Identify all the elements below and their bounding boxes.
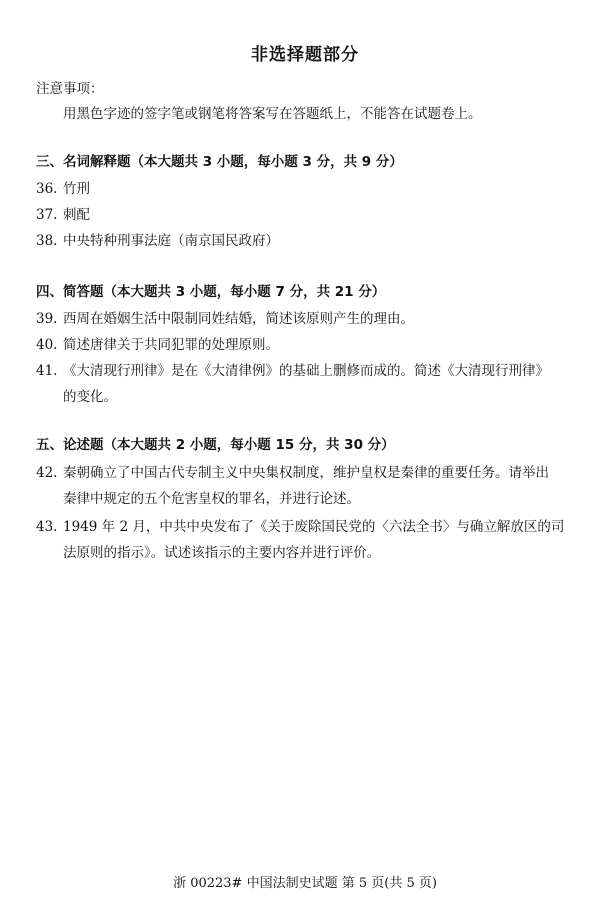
notice-label: 注意事项： xyxy=(36,81,104,97)
question-text: 竹刑 xyxy=(63,181,90,197)
question-43 xyxy=(36,518,564,536)
page-footer: 浙 00223# 中国法制史试题 第 5 页(共 5 页) xyxy=(173,876,437,891)
question-number: 36. xyxy=(36,181,58,197)
question-text: 刺配 xyxy=(63,207,90,223)
question-38 xyxy=(36,232,279,250)
question-text: 西周在婚姻生活中限制同姓结婚，简述该原则产生的理由。 xyxy=(63,311,414,327)
notice-text: 用黑色字迹的签字笔或钢笔将答案写在答题纸上，不能答在试题卷上。 xyxy=(63,106,482,122)
section-3-heading: 三、名词解释题（本大题共 3 小题，每小题 3 分，共 9 分） xyxy=(36,154,403,170)
page-title: 非选择题部分 xyxy=(251,45,359,65)
section-4-heading: 四、简答题（本大题共 3 小题，每小题 7 分，共 21 分） xyxy=(36,284,386,300)
section-5-heading: 五、论述题（本大题共 2 小题，每小题 15 分，共 30 分） xyxy=(36,437,395,453)
question-number: 41. xyxy=(36,363,58,379)
question-42 xyxy=(36,464,549,482)
question-36 xyxy=(36,180,90,198)
question-text: 1949 年 2 月，中共中央发布了《关于废除国民党的〈六法全书〉与确立解放区的司 xyxy=(63,519,565,535)
question-37 xyxy=(36,206,90,224)
question-number: 37. xyxy=(36,207,58,223)
question-text: 秦朝确立了中国古代专制主义中央集权制度，维护皇权是秦律的重要任务。请举出 xyxy=(63,465,549,481)
question-text: 《大清现行刑律》是在《大清律例》的基础上删修而成的。简述《大清现行刑律》 xyxy=(63,363,549,379)
question-41-continuation: 的变化。 xyxy=(63,389,117,405)
question-number: 39. xyxy=(36,311,58,327)
question-text: 中央特种刑事法庭（南京国民政府） xyxy=(63,233,279,249)
question-43-continuation: 法原则的指示》。试述该指示的主要内容并进行评价。 xyxy=(63,545,381,561)
question-41 xyxy=(36,362,549,380)
question-40 xyxy=(36,336,279,354)
question-39 xyxy=(36,310,414,328)
question-number: 38. xyxy=(36,233,58,249)
question-number: 40. xyxy=(36,337,58,353)
question-42-continuation: 秦律中规定的五个危害皇权的罪名，并进行论述。 xyxy=(63,491,360,507)
question-number: 42. xyxy=(36,465,58,481)
question-number: 43. xyxy=(36,519,58,535)
question-text: 简述唐律关于共同犯罪的处理原则。 xyxy=(63,337,279,353)
